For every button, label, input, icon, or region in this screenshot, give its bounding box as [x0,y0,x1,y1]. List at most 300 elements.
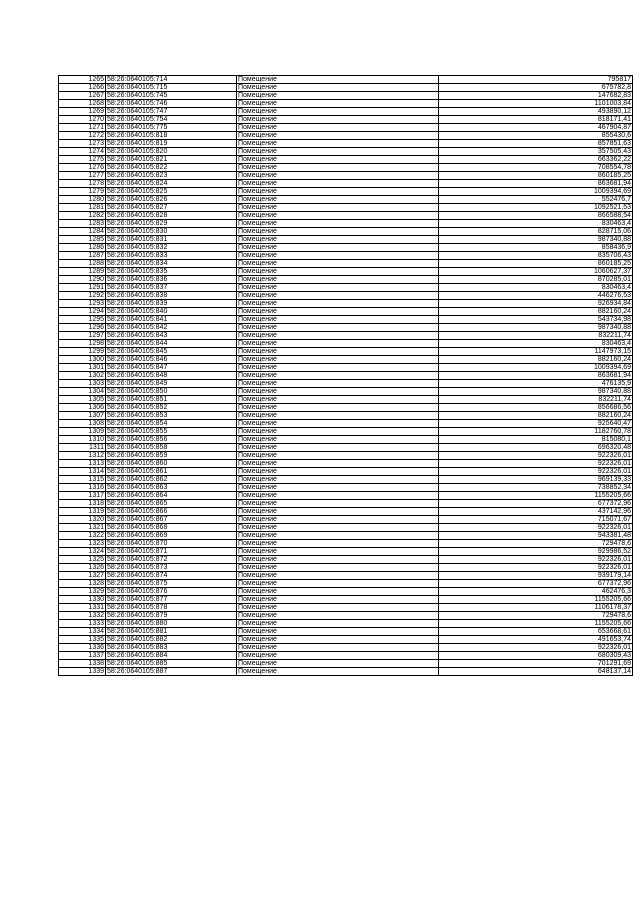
cadastral-number-cell: 58:26:0640105:827 [106,204,237,212]
row-number-cell: 1284 [59,228,106,236]
table-row [59,196,633,204]
cadastral-number-cell: 58:26:0640105:831 [106,236,237,244]
cadastral-value-cell: 1009394,69 [439,364,633,372]
cadastral-number-cell: 58:26:0640105:775 [106,124,237,132]
object-type-cell: Помещение [237,436,439,444]
property-table-body [59,76,633,676]
object-type-cell: Помещение [237,284,439,292]
object-type-cell: Помещение [237,404,439,412]
cadastral-number-cell: 58:26:0640105:745 [106,92,237,100]
cadastral-value-cell: 858436,9 [439,244,633,252]
row-number-cell: 1335 [59,636,106,644]
table-row [59,180,633,188]
cadastral-value-cell: 855430,6 [439,132,633,140]
cadastral-value-cell: 701291,69 [439,660,633,668]
cadastral-number-cell: 58:26:0640105:837 [106,284,237,292]
cadastral-number-cell: 58:26:0640105:877 [106,596,237,604]
cadastral-number-cell: 58:26:0640105:835 [106,268,237,276]
cadastral-value-cell: 715071,67 [439,516,633,524]
cadastral-value-cell: 1155205,66 [439,596,633,604]
row-number-cell: 1332 [59,612,106,620]
cadastral-value-cell: 922326,01 [439,564,633,572]
cadastral-value-cell: 738852,34 [439,484,633,492]
row-number-cell: 1265 [59,76,106,84]
object-type-cell: Помещение [237,204,439,212]
row-number-cell: 1273 [59,140,106,148]
object-type-cell: Помещение [237,348,439,356]
table-row [59,636,633,644]
cadastral-number-cell: 58:26:0640105:874 [106,572,237,580]
row-number-cell: 1304 [59,388,106,396]
row-number-cell: 1317 [59,492,106,500]
table-row [59,500,633,508]
cadastral-value-cell: 467904,87 [439,124,633,132]
cadastral-value-cell: 1106178,37 [439,604,633,612]
cadastral-value-cell: 552476,7 [439,196,633,204]
cadastral-value-cell: 147682,83 [439,92,633,100]
table-row [59,220,633,228]
cadastral-number-cell: 58:26:0640105:715 [106,84,237,92]
cadastral-value-cell: 987340,88 [439,324,633,332]
table-row [59,268,633,276]
cadastral-value-cell: 987340,88 [439,236,633,244]
table-row [59,596,633,604]
object-type-cell: Помещение [237,300,439,308]
cadastral-value-cell: 543734,98 [439,316,633,324]
row-number-cell: 1316 [59,484,106,492]
cadastral-value-cell: 987340,88 [439,388,633,396]
cadastral-number-cell: 58:26:0640105:882 [106,636,237,644]
row-number-cell: 1279 [59,188,106,196]
row-number-cell: 1309 [59,428,106,436]
cadastral-number-cell: 58:26:0640105:859 [106,452,237,460]
row-number-cell: 1293 [59,300,106,308]
cadastral-number-cell: 58:26:0640105:852 [106,404,237,412]
object-type-cell: Помещение [237,596,439,604]
cadastral-number-cell: 58:26:0640105:840 [106,308,237,316]
object-type-cell: Помещение [237,380,439,388]
object-type-cell: Помещение [237,476,439,484]
object-type-cell: Помещение [237,524,439,532]
object-type-cell: Помещение [237,124,439,132]
table-row [59,436,633,444]
row-number-cell: 1326 [59,564,106,572]
cadastral-number-cell: 58:26:0640105:834 [106,260,237,268]
cadastral-value-cell: 795817 [439,76,633,84]
object-type-cell: Помещение [237,188,439,196]
cadastral-value-cell: 922326,01 [439,644,633,652]
cadastral-value-cell: 818171,41 [439,116,633,124]
cadastral-value-cell: 677372,96 [439,500,633,508]
cadastral-value-cell: 866588,54 [439,212,633,220]
object-type-cell: Помещение [237,212,439,220]
table-row [59,76,633,84]
cadastral-value-cell: 835706,43 [439,252,633,260]
cadastral-value-cell: 863681,94 [439,372,633,380]
row-number-cell: 1315 [59,476,106,484]
cadastral-number-cell: 58:26:0640105:885 [106,660,237,668]
cadastral-number-cell: 58:26:0640105:848 [106,372,237,380]
cadastral-number-cell: 58:26:0640105:864 [106,492,237,500]
table-row [59,348,633,356]
row-number-cell: 1283 [59,220,106,228]
cadastral-value-cell: 437142,96 [439,508,633,516]
cadastral-value-cell: 925640,47 [439,420,633,428]
row-number-cell: 1327 [59,572,106,580]
object-type-cell: Помещение [237,668,439,676]
table-row [59,628,633,636]
row-number-cell: 1328 [59,580,106,588]
row-number-cell: 1334 [59,628,106,636]
row-number-cell: 1313 [59,460,106,468]
table-row [59,108,633,116]
row-number-cell: 1307 [59,412,106,420]
cadastral-number-cell: 58:26:0640105:875 [106,580,237,588]
cadastral-number-cell: 58:26:0640105:887 [106,668,237,676]
cadastral-number-cell: 58:26:0640105:854 [106,420,237,428]
table-row [59,508,633,516]
cadastral-value-cell: 939179,14 [439,572,633,580]
object-type-cell: Помещение [237,628,439,636]
cadastral-number-cell: 58:26:0640105:858 [106,444,237,452]
object-type-cell: Помещение [237,132,439,140]
cadastral-number-cell: 58:26:0640105:884 [106,652,237,660]
cadastral-value-cell: 663362,22 [439,156,633,164]
row-number-cell: 1296 [59,324,106,332]
object-type-cell: Помещение [237,220,439,228]
cadastral-value-cell: 357505,43 [439,148,633,156]
cadastral-number-cell: 58:26:0640105:746 [106,100,237,108]
table-row [59,364,633,372]
table-row [59,564,633,572]
row-number-cell: 1286 [59,244,106,252]
cadastral-value-cell: 828715,06 [439,228,633,236]
object-type-cell: Помещение [237,172,439,180]
object-type-cell: Помещение [237,508,439,516]
cadastral-value-cell: 648137,14 [439,668,633,676]
cadastral-value-cell: 860185,25 [439,172,633,180]
object-type-cell: Помещение [237,468,439,476]
table-row [59,404,633,412]
cadastral-value-cell: 832211,74 [439,396,633,404]
cadastral-number-cell: 58:26:0640105:842 [106,324,237,332]
cadastral-number-cell: 58:26:0640105:862 [106,476,237,484]
row-number-cell: 1294 [59,308,106,316]
row-number-cell: 1285 [59,236,106,244]
table-row [59,532,633,540]
table-row [59,284,633,292]
row-number-cell: 1319 [59,508,106,516]
row-number-cell: 1303 [59,380,106,388]
row-number-cell: 1301 [59,364,106,372]
cadastral-value-cell: 882160,24 [439,356,633,364]
cadastral-number-cell: 58:26:0640105:825 [106,188,237,196]
cadastral-number-cell: 58:26:0640105:866 [106,508,237,516]
cadastral-value-cell: 856686,56 [439,404,633,412]
table-row [59,516,633,524]
table-row [59,444,633,452]
cadastral-number-cell: 58:26:0640105:856 [106,436,237,444]
object-type-cell: Помещение [237,412,439,420]
row-number-cell: 1267 [59,92,106,100]
object-type-cell: Помещение [237,108,439,116]
table-row [59,668,633,676]
cadastral-value-cell: 922326,01 [439,452,633,460]
object-type-cell: Помещение [237,228,439,236]
row-number-cell: 1272 [59,132,106,140]
table-row [59,372,633,380]
table-row [59,412,633,420]
row-number-cell: 1292 [59,292,106,300]
object-type-cell: Помещение [237,492,439,500]
table-row [59,484,633,492]
cadastral-number-cell: 58:26:0640105:830 [106,228,237,236]
table-row [59,204,633,212]
row-number-cell: 1323 [59,540,106,548]
property-table [58,75,633,676]
row-number-cell: 1288 [59,260,106,268]
cadastral-value-cell: 462476,3 [439,588,633,596]
row-number-cell: 1330 [59,596,106,604]
object-type-cell: Помещение [237,644,439,652]
row-number-cell: 1275 [59,156,106,164]
cadastral-number-cell: 58:26:0640105:826 [106,196,237,204]
object-type-cell: Помещение [237,572,439,580]
cadastral-value-cell: 926934,84 [439,300,633,308]
cadastral-value-cell: 882160,24 [439,308,633,316]
table-row [59,260,633,268]
cadastral-value-cell: 922326,01 [439,524,633,532]
row-number-cell: 1291 [59,284,106,292]
table-row [59,660,633,668]
cadastral-value-cell: 943381,48 [439,532,633,540]
cadastral-number-cell: 58:26:0640105:865 [106,500,237,508]
row-number-cell: 1280 [59,196,106,204]
table-row [59,140,633,148]
cadastral-value-cell: 922326,01 [439,468,633,476]
cadastral-number-cell: 58:26:0640105:883 [106,644,237,652]
cadastral-number-cell: 58:26:0640105:846 [106,356,237,364]
row-number-cell: 1277 [59,172,106,180]
table-row [59,132,633,140]
object-type-cell: Помещение [237,580,439,588]
table-row [59,580,633,588]
cadastral-number-cell: 58:26:0640105:838 [106,292,237,300]
table-row [59,388,633,396]
object-type-cell: Помещение [237,564,439,572]
cadastral-number-cell: 58:26:0640105:881 [106,628,237,636]
cadastral-number-cell: 58:26:0640105:870 [106,540,237,548]
table-row [59,188,633,196]
object-type-cell: Помещение [237,636,439,644]
row-number-cell: 1297 [59,332,106,340]
object-type-cell: Помещение [237,452,439,460]
table-row [59,548,633,556]
cadastral-number-cell: 58:26:0640105:747 [106,108,237,116]
table-row [59,116,633,124]
object-type-cell: Помещение [237,460,439,468]
cadastral-number-cell: 58:26:0640105:860 [106,460,237,468]
object-type-cell: Помещение [237,540,439,548]
object-type-cell: Помещение [237,388,439,396]
row-number-cell: 1269 [59,108,106,116]
object-type-cell: Помещение [237,340,439,348]
cadastral-value-cell: 870285,01 [439,276,633,284]
object-type-cell: Помещение [237,612,439,620]
table-row [59,588,633,596]
row-number-cell: 1282 [59,212,106,220]
row-number-cell: 1318 [59,500,106,508]
object-type-cell: Помещение [237,140,439,148]
cadastral-value-cell: 1147973,15 [439,348,633,356]
row-number-cell: 1299 [59,348,106,356]
object-type-cell: Помещение [237,484,439,492]
object-type-cell: Помещение [237,164,439,172]
cadastral-value-cell: 830463,4 [439,220,633,228]
row-number-cell: 1302 [59,372,106,380]
row-number-cell: 1274 [59,148,106,156]
row-number-cell: 1287 [59,252,106,260]
cadastral-number-cell: 58:26:0640105:843 [106,332,237,340]
cadastral-value-cell: 1155205,66 [439,492,633,500]
row-number-cell: 1290 [59,276,106,284]
table-row [59,620,633,628]
object-type-cell: Помещение [237,84,439,92]
row-number-cell: 1308 [59,420,106,428]
table-row [59,396,633,404]
cadastral-value-cell: 922326,01 [439,460,633,468]
cadastral-value-cell: 1009394,69 [439,188,633,196]
cadastral-number-cell: 58:26:0640105:818 [106,132,237,140]
cadastral-number-cell: 58:26:0640105:832 [106,244,237,252]
table-row [59,476,633,484]
row-number-cell: 1321 [59,524,106,532]
object-type-cell: Помещение [237,252,439,260]
object-type-cell: Помещение [237,196,439,204]
cadastral-number-cell: 58:26:0640105:847 [106,364,237,372]
table-row [59,420,633,428]
table-row [59,572,633,580]
object-type-cell: Помещение [237,92,439,100]
cadastral-number-cell: 58:26:0640105:841 [106,316,237,324]
cadastral-value-cell: 493890,12 [439,108,633,116]
cadastral-number-cell: 58:26:0640105:845 [106,348,237,356]
cadastral-number-cell: 58:26:0640105:839 [106,300,237,308]
object-type-cell: Помещение [237,516,439,524]
table-row [59,300,633,308]
cadastral-number-cell: 58:26:0640105:820 [106,148,237,156]
table-row [59,164,633,172]
object-type-cell: Помещение [237,660,439,668]
cadastral-value-cell: 680309,43 [439,652,633,660]
cadastral-value-cell: 1060627,37 [439,268,633,276]
object-type-cell: Помещение [237,604,439,612]
cadastral-number-cell: 58:26:0640105:879 [106,612,237,620]
cadastral-value-cell: 922326,01 [439,556,633,564]
row-number-cell: 1312 [59,452,106,460]
table-row [59,228,633,236]
table-row [59,236,633,244]
cadastral-value-cell: 830463,4 [439,284,633,292]
row-number-cell: 1336 [59,644,106,652]
cadastral-value-cell: 653668,61 [439,628,633,636]
cadastral-value-cell: 882160,24 [439,412,633,420]
object-type-cell: Помещение [237,100,439,108]
cadastral-number-cell: 58:26:0640105:853 [106,412,237,420]
object-type-cell: Помещение [237,148,439,156]
cadastral-value-cell: 929986,52 [439,548,633,556]
table-row [59,468,633,476]
object-type-cell: Помещение [237,548,439,556]
row-number-cell: 1305 [59,396,106,404]
row-number-cell: 1322 [59,532,106,540]
row-number-cell: 1333 [59,620,106,628]
object-type-cell: Помещение [237,420,439,428]
object-type-cell: Помещение [237,652,439,660]
object-type-cell: Помещение [237,324,439,332]
object-type-cell: Помещение [237,372,439,380]
cadastral-number-cell: 58:26:0640105:714 [106,76,237,84]
table-row [59,540,633,548]
row-number-cell: 1276 [59,164,106,172]
cadastral-value-cell: 863681,94 [439,180,633,188]
row-number-cell: 1339 [59,668,106,676]
cadastral-number-cell: 58:26:0640105:868 [106,524,237,532]
cadastral-value-cell: 677372,96 [439,580,633,588]
cadastral-number-cell: 58:26:0640105:844 [106,340,237,348]
table-row [59,172,633,180]
table-row [59,644,633,652]
cadastral-value-cell: 729478,6 [439,540,633,548]
table-row [59,212,633,220]
row-number-cell: 1270 [59,116,106,124]
row-number-cell: 1311 [59,444,106,452]
object-type-cell: Помещение [237,332,439,340]
row-number-cell: 1289 [59,268,106,276]
object-type-cell: Помещение [237,156,439,164]
object-type-cell: Помещение [237,428,439,436]
cadastral-value-cell: 1092521,53 [439,204,633,212]
object-type-cell: Помещение [237,292,439,300]
cadastral-value-cell: 1155205,66 [439,620,633,628]
object-type-cell: Помещение [237,364,439,372]
cadastral-number-cell: 58:26:0640105:873 [106,564,237,572]
cadastral-value-cell: 491653,74 [439,636,633,644]
cadastral-value-cell: 830463,4 [439,340,633,348]
table-row [59,308,633,316]
cadastral-number-cell: 58:26:0640105:824 [106,180,237,188]
table-row [59,492,633,500]
cadastral-number-cell: 58:26:0640105:863 [106,484,237,492]
row-number-cell: 1337 [59,652,106,660]
cadastral-value-cell: 476135,9 [439,380,633,388]
row-number-cell: 1329 [59,588,106,596]
object-type-cell: Помещение [237,396,439,404]
object-type-cell: Помещение [237,500,439,508]
cadastral-value-cell: 969139,33 [439,476,633,484]
cadastral-number-cell: 58:26:0640105:849 [106,380,237,388]
object-type-cell: Помещение [237,116,439,124]
row-number-cell: 1306 [59,404,106,412]
table-row [59,340,633,348]
cadastral-value-cell: 729478,6 [439,612,633,620]
cadastral-number-cell: 58:26:0640105:821 [106,156,237,164]
cadastral-number-cell: 58:26:0640105:861 [106,468,237,476]
table-row [59,652,633,660]
row-number-cell: 1324 [59,548,106,556]
cadastral-value-cell: 832211,74 [439,332,633,340]
cadastral-value-cell: 708554,78 [439,164,633,172]
